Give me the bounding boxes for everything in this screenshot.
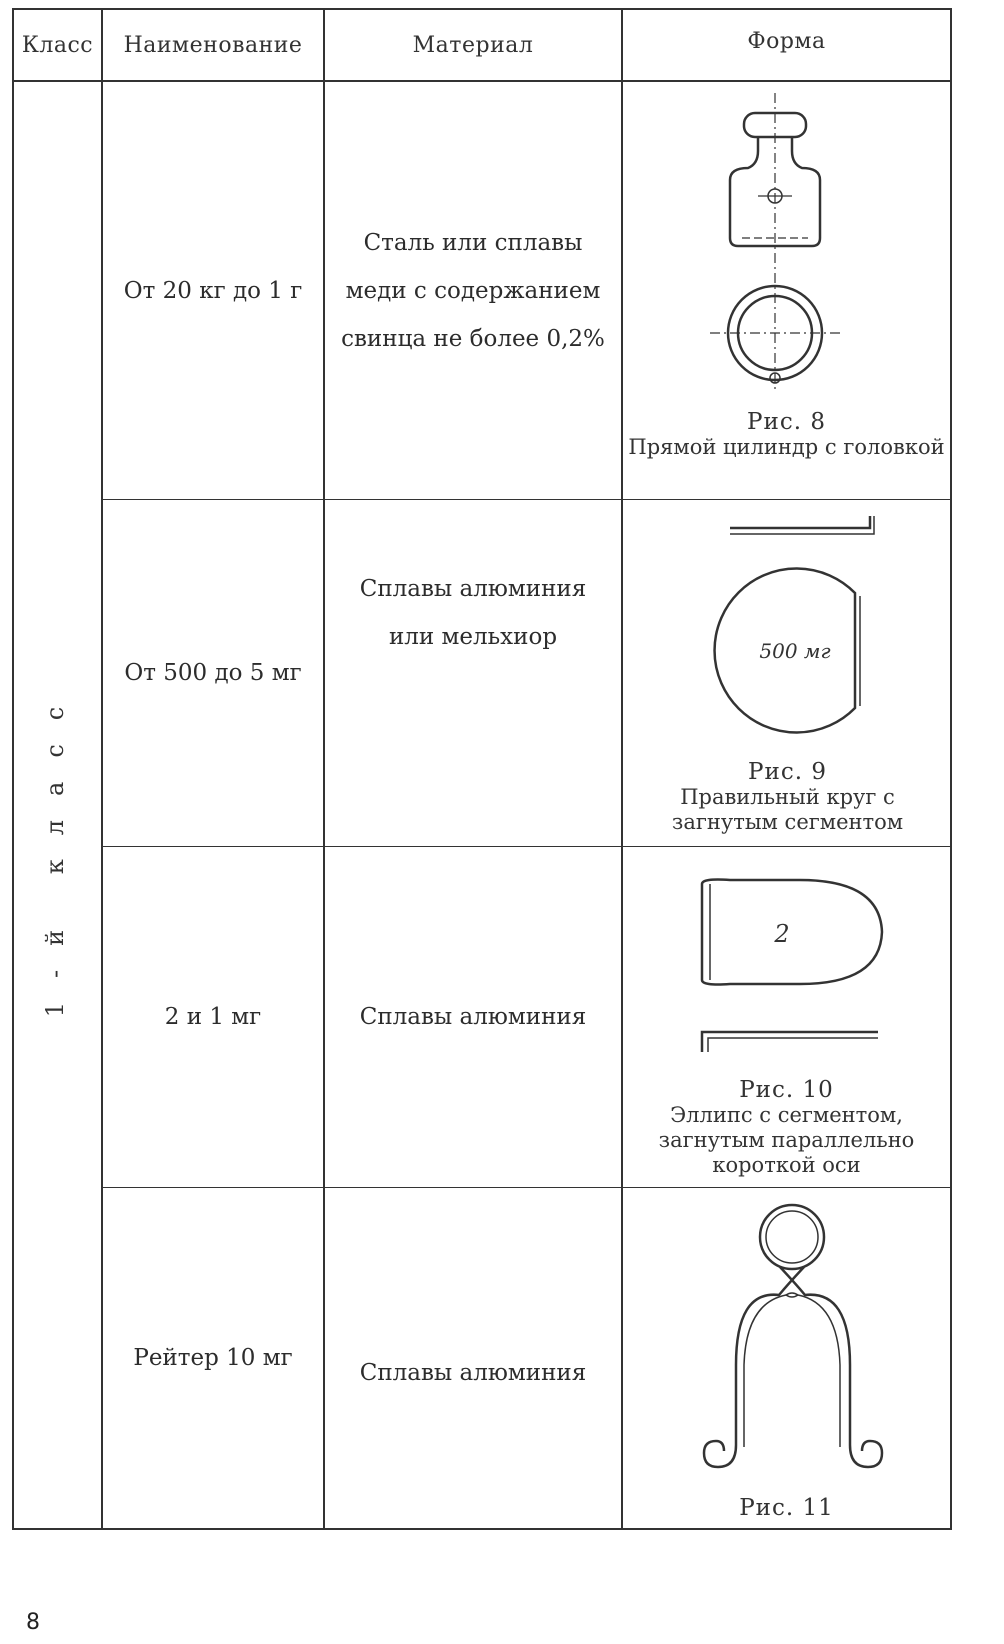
row-3-name: 2 и 1 мг	[164, 1004, 262, 1030]
figure-9-circle-weight	[700, 508, 900, 758]
row-4-material: Сплавы алюминия	[359, 1360, 587, 1386]
figure-10-label: Рис. 10	[739, 1077, 834, 1103]
figure-11-caption	[625, 1496, 948, 1521]
figure-10-ellipse-weight	[690, 872, 890, 1072]
row-2-material: Сплавы алюминия или мельхиор	[359, 576, 587, 650]
figure-10-mark: 2	[774, 920, 790, 948]
column-divider-material	[621, 8, 623, 1530]
class-label	[10, 640, 100, 1060]
figure-8-description: Прямой цилиндр с головкой	[628, 435, 945, 459]
class-label-text: 1-й класс	[41, 682, 70, 1018]
figure-9-label: Рис. 9	[748, 759, 827, 785]
row-3-material: Сплавы алюминия	[359, 1004, 587, 1030]
figure-8-label: Рис. 8	[747, 409, 826, 435]
header-name: Наименование	[123, 32, 303, 58]
row-1-material: Сталь или сплавы меди с содержанием свинца не более 0,2%	[341, 229, 605, 352]
figure-10-description: Эллипс с сегментом, загнутым параллельно короткой оси	[658, 1103, 915, 1177]
header-material: Материал	[412, 32, 534, 58]
figure-9-caption	[635, 760, 940, 835]
figure-11-rider-weight	[700, 1195, 900, 1495]
row-1-name: От 20 кг до 1 г	[123, 277, 303, 304]
header-class: Класс	[21, 32, 94, 58]
page-number: 8	[26, 1610, 40, 1635]
figure-9-mark: 500 мг	[759, 639, 831, 663]
figure-9-description: Правильный круг с загнутым сегментом	[671, 785, 904, 834]
table-right-border	[950, 8, 952, 1530]
header-shape: Форма	[747, 28, 826, 54]
row-2-name: От 500 до 5 мг	[124, 660, 302, 686]
figure-8-cylinder-weight	[700, 88, 850, 400]
figure-10-caption	[625, 1078, 948, 1178]
figure-8-caption	[625, 410, 948, 460]
row-4-name: Рейтер 10 мг	[133, 1345, 293, 1371]
figure-11-label: Рис. 11	[739, 1495, 834, 1521]
